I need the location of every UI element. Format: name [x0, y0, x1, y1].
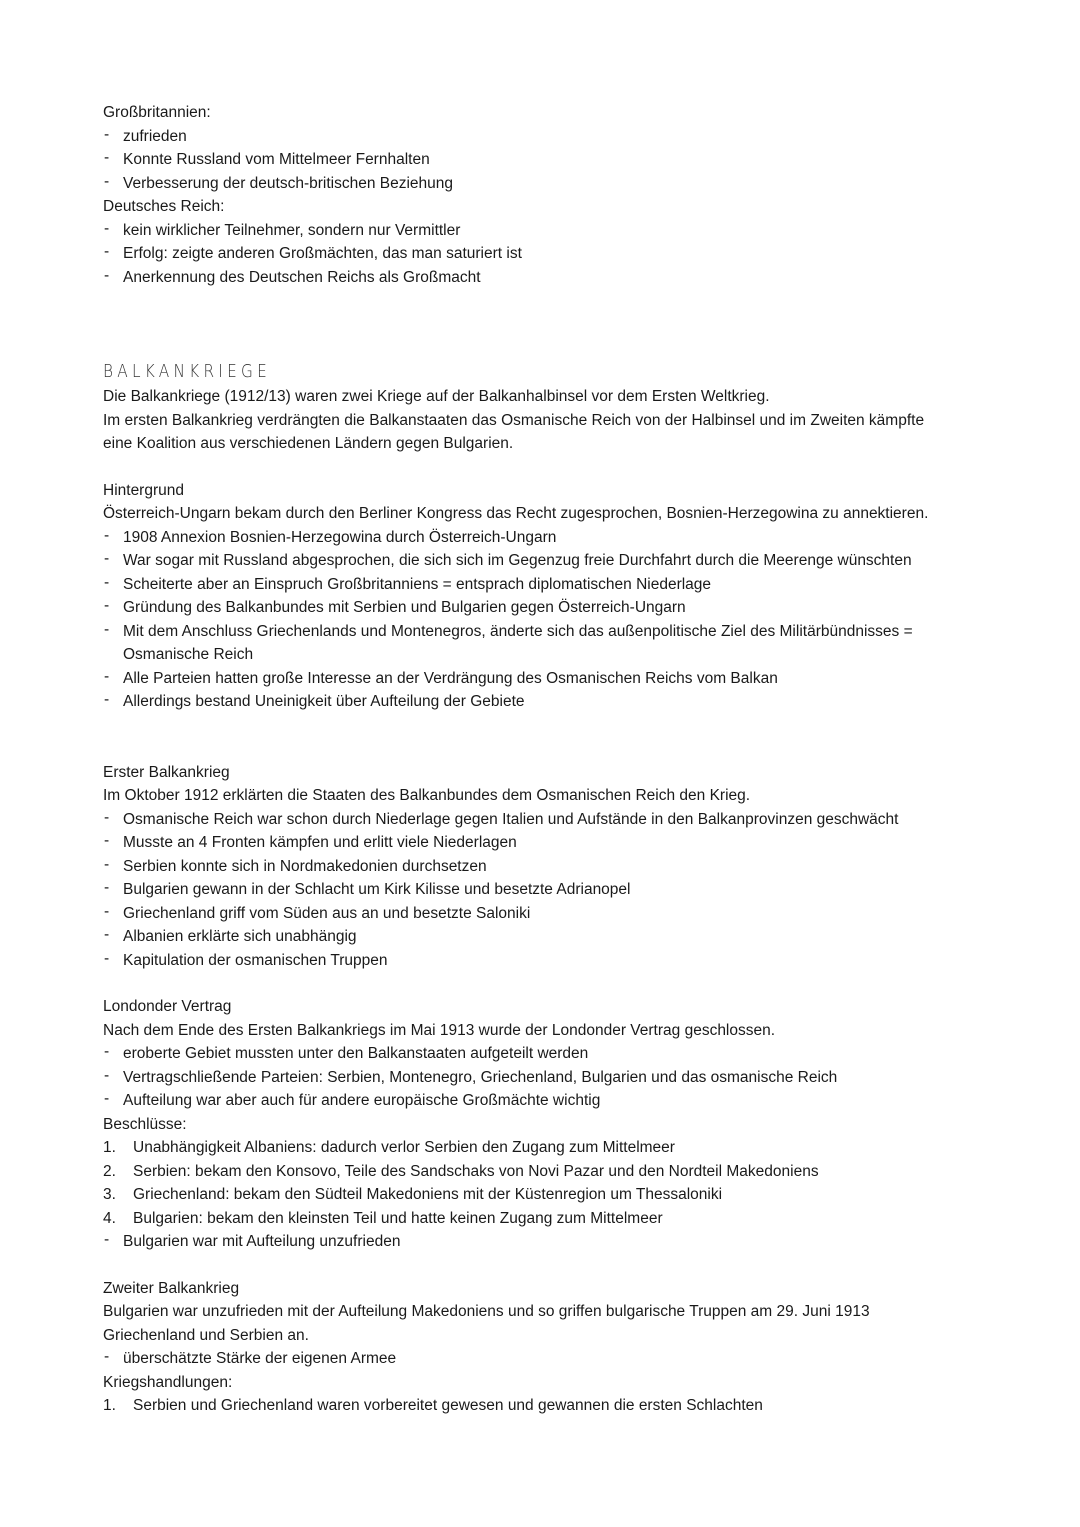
- intro-text: Im ersten Balkankrieg verdrängten die Balkanstaaten das Osmanische Reich von der Halbinsel und im Zweiten kämpfte: [103, 411, 925, 429]
- list-item: - Allerdings bestand Uneinigkeit über Aufteilung der Gebiete: [103, 690, 1003, 714]
- list-item: - Verbesserung der deutsch-britischen Beziehung: [103, 172, 1003, 196]
- list-item: - 1908 Annexion Bosnien-Herzegowina durch Österreich-Ungarn: [103, 526, 1003, 550]
- numbered-item: 1. Serbien und Griechenland waren vorbereitet gewesen und gewannen die ersten Schlachten: [103, 1397, 763, 1414]
- list-item: - Kapitulation der osmanischen Truppen: [103, 949, 1003, 973]
- paragraph: Österreich-Ungarn bekam durch den Berliner Kongress das Recht zugesprochen, Bosnien-Herzegowina zu annektieren.: [103, 505, 929, 522]
- list-item: - Aufteilung war aber auch für andere europäische Großmächte wichtig: [103, 1089, 1003, 1113]
- numbered-item: 2. Serbien: bekam den Konsovo, Teile des Sandschaks von Novi Pazar und den Nordteil Makedoniens: [103, 1162, 819, 1180]
- list-item: - Mit dem Anschluss Griechenlands und Montenegros, änderte sich das außenpolitische Ziel des Militärbündnisses = Osmanische Reich: [103, 620, 988, 667]
- list-item: - Erfolg: zeigte anderen Großmächten, das man saturiert ist: [103, 242, 1003, 266]
- list-item: - Griechenland griff vom Süden aus an und besetzte Saloniki: [103, 902, 1003, 926]
- beschluesse-title: Beschlüsse:: [103, 1115, 187, 1133]
- dr-title: Deutsches Reich:: [103, 198, 225, 215]
- list-item: - Bulgarien war mit Aufteilung unzufrieden: [103, 1230, 1003, 1254]
- subsection-title: Londonder Vertrag: [103, 998, 232, 1015]
- list-item: - kein wirklicher Teilnehmer, sondern nur Vermittler: [103, 219, 1003, 243]
- list-item: - Albanien erklärte sich unabhängig: [103, 925, 1003, 949]
- list-item: - Konnte Russland vom Mittelmeer Fernhalten: [103, 148, 1003, 172]
- list-item: - Bulgarien gewann in der Schlacht um Kirk Kilisse und besetzte Adrianopel: [103, 878, 1003, 902]
- intro-text: Die Balkankriege (1912/13) waren zwei Kriege auf der Balkanhalbinsel vor dem Ersten Weltkrieg.: [103, 388, 770, 405]
- paragraph: Nach dem Ende des Ersten Balkankriegs im Mai 1913 wurde der Londonder Vertrag geschlossen.: [103, 1021, 776, 1039]
- list-item: - Alle Parteien hatten große Interesse an der Verdrängung des Osmanischen Reichs vom Balkan: [103, 667, 1003, 691]
- list-item: - Gründung des Balkanbundes mit Serbien und Bulgarien gegen Österreich-Ungarn: [103, 596, 1003, 620]
- list-item: - Serbien konnte sich in Nordmakedonien durchsetzen: [103, 855, 1003, 879]
- list-item: - War sogar mit Russland abgesprochen, die sich sich im Gegenzug freie Durchfahrt durch die Meerenge wünschten: [103, 549, 1003, 573]
- subsection-title: Hintergrund: [103, 481, 184, 499]
- paragraph: Bulgarien war unzufrieden mit der Aufteilung Makedoniens und so griffen bulgarische Truppen am 29. Juni 1913: [103, 1303, 870, 1320]
- subsection-title: Zweiter Balkankrieg: [103, 1279, 240, 1297]
- list-item: - zufrieden: [103, 125, 1003, 149]
- list-item: - überschätzte Stärke der eigenen Armee: [103, 1347, 1003, 1371]
- paragraph: Griechenland und Serbien an.: [103, 1326, 309, 1344]
- list-item: - Osmanische Reich war schon durch Niederlage gegen Italien und Aufstände in den Balkanprovinzen geschwächt: [103, 808, 1003, 832]
- list-item: - Anerkennung des Deutschen Reichs als Großmacht: [103, 266, 1003, 290]
- paragraph: Im Oktober 1912 erklärten die Staaten des Balkanbundes dem Osmanischen Reich den Krieg.: [103, 787, 751, 804]
- subsection-title: Erster Balkankrieg: [103, 763, 230, 781]
- intro-text: eine Koalition aus verschiedenen Ländern gegen Bulgarien.: [103, 435, 514, 452]
- list-item: - Musste an 4 Fronten kämpfen und erlitt viele Niederlagen: [103, 831, 1003, 855]
- gb-title: Großbritannien:: [103, 104, 211, 121]
- document-content: [103, 101, 1003, 1418]
- list-item: - eroberte Gebiet mussten unter den Balkanstaaten aufgeteilt werden: [103, 1042, 1003, 1066]
- section-heading: BALKANKRIEGE: [103, 361, 272, 382]
- numbered-item: 4. Bulgarien: bekam den kleinsten Teil und hatte keinen Zugang zum Mittelmeer: [103, 1209, 663, 1227]
- list-item: - Vertragschließende Parteien: Serbien, Montenegro, Griechenland, Bulgarien und das osmanische Reich: [103, 1066, 1003, 1090]
- kriegshandlungen-title: Kriegshandlungen:: [103, 1373, 233, 1391]
- list-item: - Scheiterte aber an Einspruch Großbritanniens = entsprach diplomatischen Niederlage: [103, 573, 1003, 597]
- numbered-item: 3. Griechenland: bekam den Südteil Makedoniens mit der Küstenregion um Thessaloniki: [103, 1186, 723, 1203]
- numbered-item: 1. Unabhängigkeit Albaniens: dadurch verlor Serbien den Zugang zum Mittelmeer: [103, 1139, 675, 1156]
